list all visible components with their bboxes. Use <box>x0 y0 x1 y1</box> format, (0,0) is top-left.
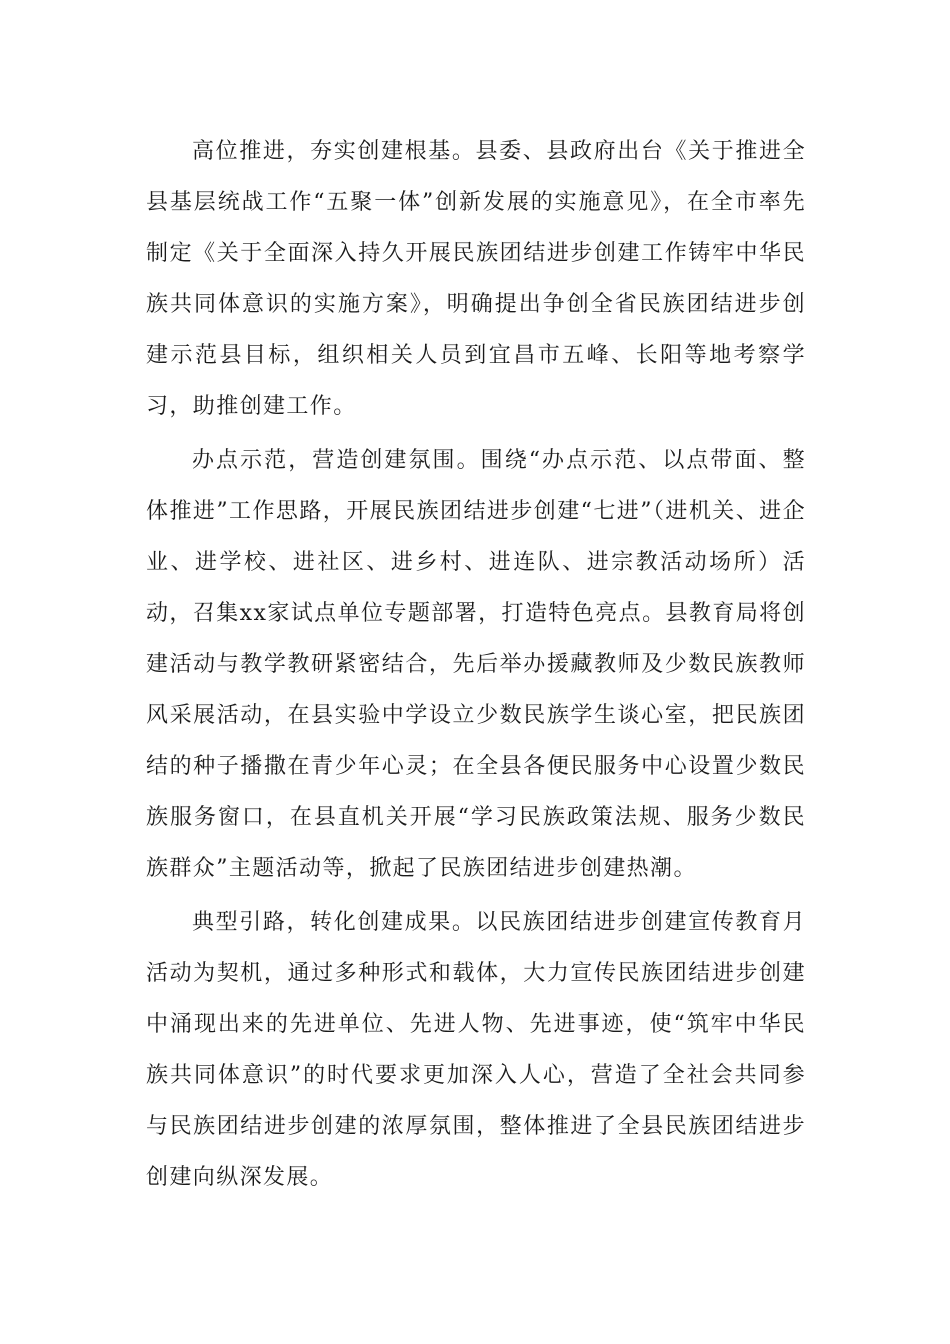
paragraph-1: 高位推进，夯实创建根基。县委、县政府出台《关于推进全县基层统战工作“五聚一体”创新发展的实施意见》，在全市率先制定《关于全面深入持久开展民族团结进步创建工作铸牢中华民族共同体意识的实施方案》，明确提出争创全省民族团结进步创建示范县目标，组织相关人员到宜昌市五峰、长阳等地考察学习，助推创建工作。 <box>146 139 806 419</box>
paragraph-2: 办点示范，营造创建氛围。围绕“办点示范、以点带面、整体推进”工作思路，开展民族团结进步创建“七进”（进机关、进企业、进学校、进社区、进乡村、进连队、进宗教活动场所）活动，召集xx家试点单位专题部署，打造特色亮点。县教育局将创建活动与教学教研紧密结合，先后举办援藏教师及少数民族教师风采展活动，在县实验中学设立少数民族学生谈心室，把民族团结的种子播撒在青少年心灵；在全县各便民服务中心设置少数民族服务窗口，在县直机关开展“学习民族政策法规、服务少数民族群众”主题活动等，掀起了民族团结进步创建热潮。 <box>146 448 806 881</box>
paragraph-3: 典型引路，转化创建成果。以民族团结进步创建宣传教育月活动为契机，通过多种形式和载体，大力宣传民族团结进步创建中涌现出来的先进单位、先进人物、先进事迹，使“筑牢中华民族共同体意识”的时代要求更加深入人心，营造了全社会共同参与民族团结进步创建的浓厚氛围，整体推进了全县民族团结进步创建向纵深发展。 <box>146 910 806 1190</box>
document-body <box>146 126 806 1203</box>
